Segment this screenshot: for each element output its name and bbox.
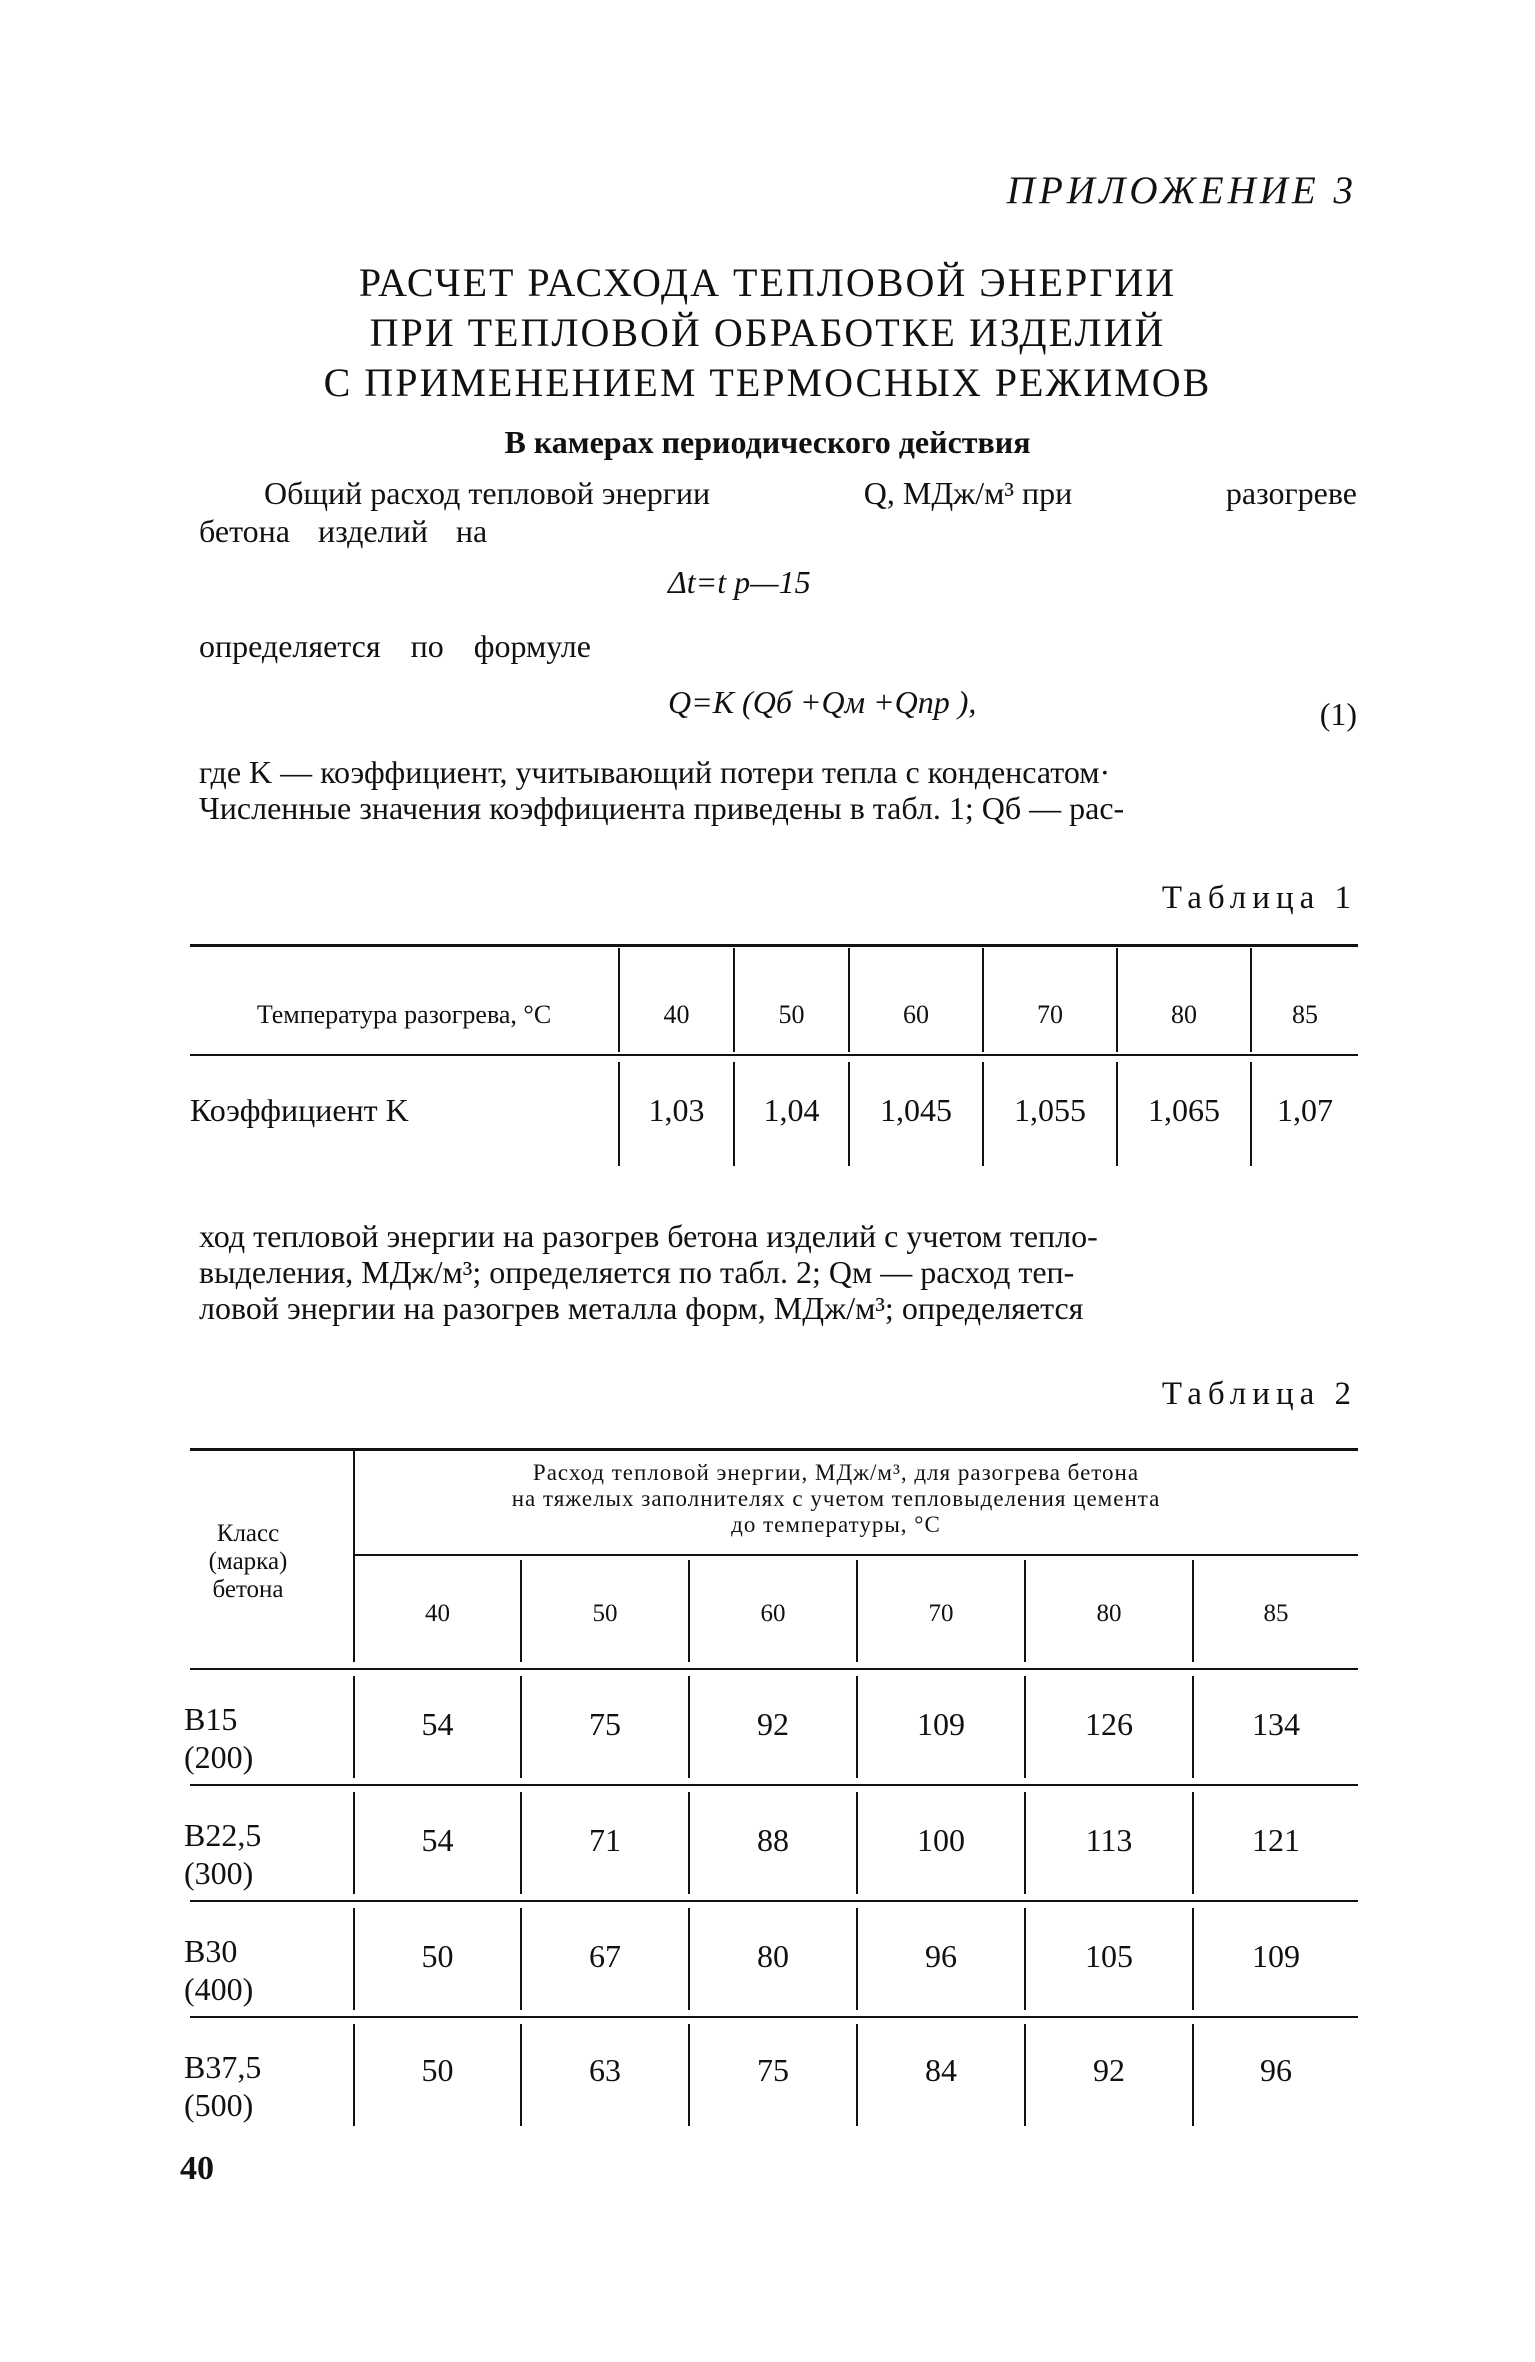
table-2-value-cell: 96 — [925, 1938, 957, 1974]
table-1-coeff-cell: 1,07 — [1277, 1092, 1333, 1128]
table-2-value-cell: 113 — [1085, 1822, 1133, 1858]
concrete-mark: (500) — [184, 2087, 254, 2123]
table-2-value-cell: 75 — [589, 1706, 621, 1742]
table-1-temp-cell: 50 — [778, 1000, 805, 1029]
table-2-value-cell: 84 — [925, 2052, 957, 2088]
table-1-coeff-cell: 1,03 — [648, 1092, 705, 1128]
table-2-value-cell: 126 — [1085, 1706, 1133, 1742]
table-2-temp-header: 70 — [928, 1600, 954, 1627]
table-1-coeff-cell: 1,065 — [1148, 1092, 1220, 1128]
table-1-mid-rule — [190, 1054, 1358, 1056]
table-1-coeff-cell: 1,04 — [763, 1092, 820, 1128]
paragraph-continuation-line-2: выделения, МДж/м³; определяется по табл. 2; Qм — расход теп- — [199, 1254, 1075, 1290]
intro-text-c: разогреве — [1225, 475, 1357, 511]
paragraph-continuation-line-1: ход тепловой энергии на разогрев бетона изделий с учетом тепло- — [199, 1218, 1098, 1254]
paragraph-coefficient-line-1: где K — коэффициент, учитывающий потери тепла с конденсатом· — [199, 754, 1111, 790]
table-2-value-cell: 63 — [589, 2052, 621, 2088]
table-2-row-rule — [190, 1900, 1358, 1902]
formula-delta-t: Δt=t р—15 — [668, 564, 811, 600]
table-1-temp-cell: 40 — [663, 1000, 690, 1029]
title-line-2: ПРИ ТЕПЛОВОЙ ОБРАБОТКЕ ИЗДЕЛИЙ — [369, 310, 1166, 355]
table-2-row-label — [184, 1700, 253, 1776]
table-1-temp-cell: 85 — [1292, 1000, 1318, 1029]
concrete-class: B15 — [184, 1701, 238, 1737]
table-2-row-label — [184, 1932, 253, 2008]
table-1-temp-cell: 60 — [903, 1000, 929, 1029]
paragraph-intro-line-2: бетона изделий на — [199, 513, 488, 549]
intro-text-a: Общий расход тепловой энергии — [264, 475, 711, 511]
formula-q: Q=K (Qб +Qм +Qпр ), — [668, 684, 977, 720]
table-2-value-cell: 100 — [917, 1822, 965, 1858]
table-2-row-label — [184, 1816, 261, 1892]
table-2-value-cell: 121 — [1252, 1822, 1300, 1858]
paragraph-continuation-line-3: ловой энергии на разогрев металла форм, МДж/м³; определяется — [199, 1290, 1084, 1326]
table-2-value-cell: 96 — [1260, 2052, 1292, 2088]
table-1-coeff-cell: 1,055 — [1014, 1092, 1086, 1128]
paragraph-coefficient-line-2: Численные значения коэффициента приведены в табл. 1; Qб — рас- — [199, 790, 1125, 826]
concrete-class: B30 — [184, 1933, 238, 1969]
t2-vline — [353, 1450, 355, 1662]
table-2-value-cell: 50 — [421, 1938, 454, 1974]
table-1-caption: Таблица 1 — [1161, 880, 1357, 916]
table-2-value-cell: 71 — [589, 1822, 621, 1858]
table-2-group-header — [360, 1460, 1312, 1538]
table-2-temp-header: 80 — [1096, 1600, 1122, 1627]
table-2-value-cell: 109 — [917, 1706, 965, 1742]
table-2-row-label — [184, 2048, 261, 2124]
title-line-1: РАСЧЕТ РАСХОДА ТЕПЛОВОЙ ЭНЕРГИИ — [358, 260, 1177, 305]
page-title — [0, 258, 1535, 408]
table-2-group-header-line-3: до температуры, °С — [731, 1512, 941, 1537]
table-1-row-label-temperature: Температура разогрева, °С — [256, 1000, 552, 1029]
table-2-value-cell: 109 — [1252, 1938, 1300, 1974]
table-2-class-header: Класс (марка) бетона — [208, 1520, 288, 1603]
table-2-temp-header: 85 — [1263, 1600, 1289, 1627]
table-2-value-cell: 92 — [1093, 2052, 1125, 2088]
concrete-mark: (300) — [184, 1855, 254, 1891]
table-2-value-cell: 54 — [421, 1706, 454, 1742]
table-2-group-header-line-1: Расход тепловой энергии, МДж/м³, для разогрева бетона — [532, 1460, 1140, 1485]
table-2-caption: Таблица 2 — [1161, 1376, 1357, 1412]
table-2-temp-header: 50 — [592, 1600, 618, 1627]
concrete-class: B37,5 — [184, 2049, 262, 2085]
table-2-value-cell: 50 — [421, 2052, 454, 2088]
table-2-value-cell: 88 — [757, 1822, 789, 1858]
intro-text-b: Q, МДж/м³ при — [863, 475, 1073, 511]
table-2-temp-header: 60 — [760, 1600, 786, 1627]
table-2-group-rule — [355, 1554, 1358, 1556]
table-2-top-rule — [190, 1448, 1358, 1451]
table-2-value-cell: 75 — [757, 2052, 789, 2088]
table-1-temp-cell: 70 — [1037, 1000, 1063, 1029]
table-2-value-cell: 67 — [589, 1938, 621, 1974]
table-1-coeff-cell: 1,045 — [880, 1092, 952, 1128]
table-1-temp-cell: 80 — [1171, 1000, 1197, 1029]
paragraph-intro — [199, 474, 1357, 550]
appendix-label: ПРИЛОЖЕНИЕ 3 — [1006, 169, 1357, 212]
table-1-top-rule — [190, 944, 1358, 947]
table-2-value-cell: 54 — [421, 1822, 454, 1858]
section-subtitle: В камерах периодического действия — [504, 424, 1031, 460]
table-2-row-rule — [190, 1784, 1358, 1786]
formula-number: (1) — [1319, 696, 1357, 732]
table-2-value-cell: 80 — [757, 1938, 789, 1974]
table-1-row-label-coefficient: Коэффициент K — [190, 1092, 409, 1128]
paragraph-formula-intro: определяется по формуле — [199, 628, 591, 664]
concrete-mark: (400) — [184, 1971, 254, 2007]
table-2-temp-header: 40 — [425, 1600, 450, 1627]
page-number: 40 — [180, 2150, 214, 2187]
paragraph-intro-line-1 — [199, 474, 1357, 512]
table-2-header-rule — [190, 1668, 1358, 1670]
paragraph-coefficient — [199, 754, 1357, 826]
concrete-mark: (200) — [184, 1739, 254, 1775]
table-2-group-header-line-2: на тяжелых заполнителях с учетом тепловыделения цемента — [511, 1486, 1161, 1511]
table-2-value-cell: 134 — [1252, 1706, 1300, 1742]
table-2-value-cell: 105 — [1085, 1938, 1133, 1974]
title-line-3: С ПРИМЕНЕНИЕМ ТЕРМОСНЫХ РЕЖИМОВ — [323, 360, 1212, 405]
table-2-value-cell: 92 — [757, 1706, 789, 1742]
concrete-class: B22,5 — [184, 1817, 262, 1853]
table-2-row-rule — [190, 2016, 1358, 2018]
paragraph-continuation — [199, 1218, 1357, 1326]
